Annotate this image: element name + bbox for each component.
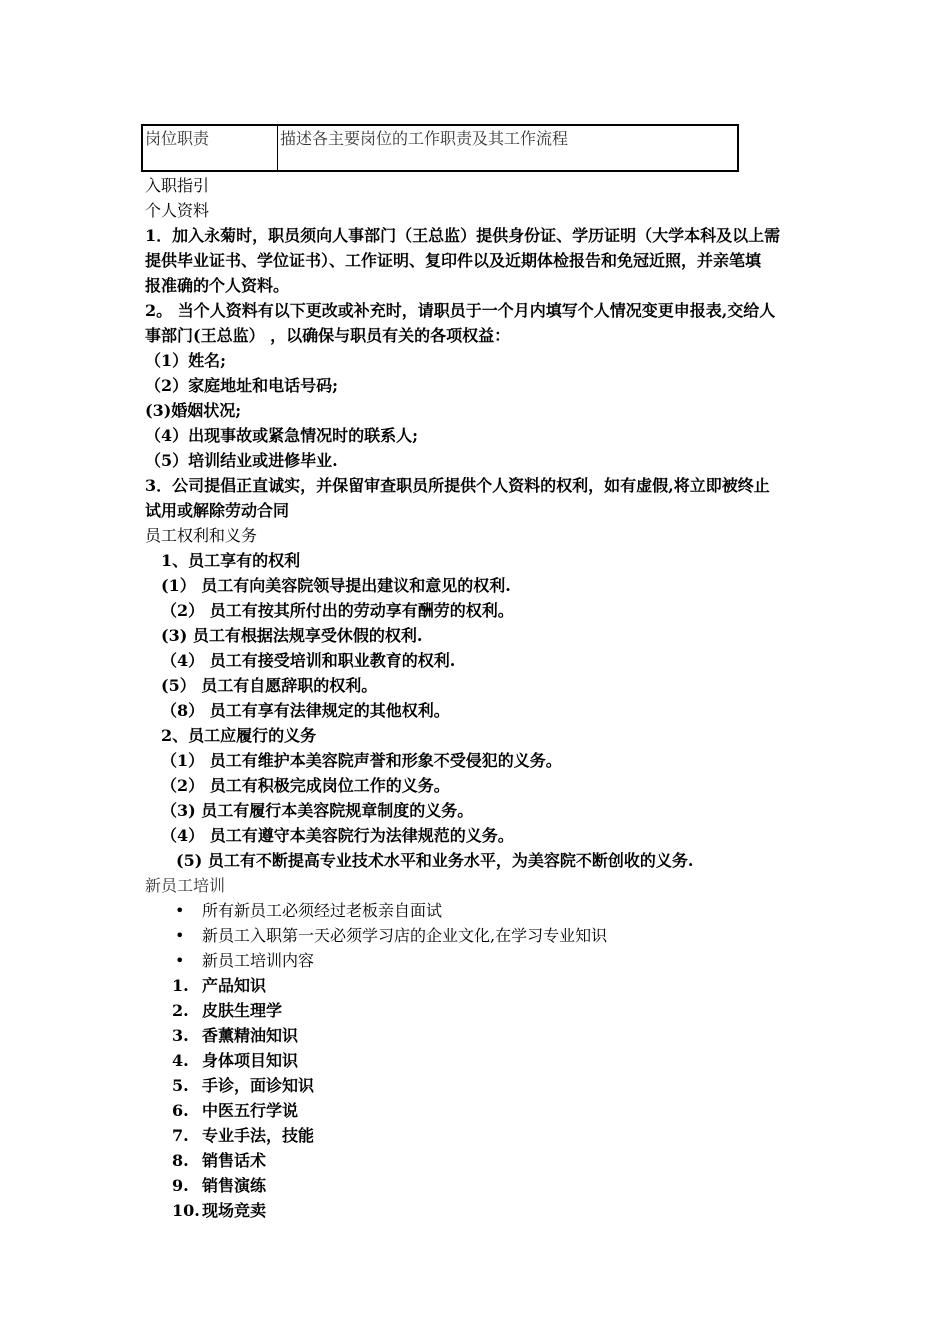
list-item: 销售演练 <box>202 1176 267 1195</box>
table-cell-description: 描述各主要岗位的工作职责及其工作流程 <box>278 125 739 171</box>
paragraph-1-line-1: 1．加入永菊时，职员须向人事部门（王总监）提供身份证、学历证明（大学本科及以上需 <box>145 226 781 245</box>
list-number: 10. <box>172 1201 200 1220</box>
paragraph-1-line-3: 报准确的个人资料。 <box>145 276 290 295</box>
list-item: （4）出现事故或紧急情况时的联系人; <box>145 426 419 445</box>
bullet-icon: • <box>175 951 185 970</box>
table-cell-title: 岗位职责 <box>142 125 278 171</box>
paragraph-3-line-2: 试用或解除劳动合同 <box>145 501 290 520</box>
list-number: 7. <box>172 1126 189 1145</box>
rights-subheading: 1、员工享有的权利 <box>161 551 301 570</box>
list-item: （5）培训结业或进修毕业. <box>145 451 338 470</box>
paragraph-3-line-1: 3．公司提倡正直诚实，并保留审查职员所提供个人资料的权利，如有虚假,将立即被终止 <box>145 476 770 495</box>
paragraph-1-line-2: 提供毕业证书、学位证书）、工作证明、复印件以及近期体检报告和免冠近照，并亲笔填 <box>145 251 762 270</box>
list-item: 身体项目知识 <box>202 1051 299 1070</box>
list-item: 产品知识 <box>202 976 267 995</box>
list-item: （1）姓名; <box>145 351 227 370</box>
list-item: （4） 员工有接受培训和职业教育的权利. <box>161 651 456 670</box>
list-item: 所有新员工必须经过老板亲自面试 <box>202 901 443 920</box>
list-number: 2. <box>172 1001 189 1020</box>
training-heading: 新员工培训 <box>145 876 226 895</box>
list-item: （4） 员工有遵守本美容院行为法律规范的义务。 <box>161 826 514 845</box>
list-item: （2） 员工有积极完成岗位工作的义务。 <box>161 776 450 795</box>
list-item: 皮肤生理学 <box>202 1001 283 1020</box>
list-item: 现场竞卖 <box>202 1201 267 1220</box>
list-item: （3) 员工有履行本美容院规章制度的义务。 <box>161 801 474 820</box>
list-item: (1） 员工有向美容院领导提出建议和意见的权利. <box>161 576 511 595</box>
list-number: 6. <box>172 1101 189 1120</box>
list-item: （1） 员工有维护本美容院声誉和形象不受侵犯的义务。 <box>161 751 562 770</box>
list-number: 8. <box>172 1151 189 1170</box>
list-item: 新员工入职第一天必须学习店的企业文化,在学习专业知识 <box>202 926 608 945</box>
list-item: (5） 员工有自愿辞职的权利。 <box>161 676 378 695</box>
onboarding-heading: 入职指引 <box>145 176 210 195</box>
bullet-icon: • <box>175 901 185 920</box>
list-item: 手诊，面诊知识 <box>202 1076 315 1095</box>
list-item: (5) 员工有不断提高专业技术水平和业务水平，为美容院不断创收的义务. <box>176 851 694 870</box>
list-item: 香薰精油知识 <box>202 1026 299 1045</box>
list-item: (3) 员工有根据法规享受休假的权利. <box>161 626 423 645</box>
list-item: 中医五行学说 <box>202 1101 299 1120</box>
paragraph-2-line-2: 事部门(王总监） ，以确保与职员有关的各项权益： <box>145 326 511 345</box>
rights-duties-heading: 员工权利和义务 <box>145 526 258 545</box>
list-number: 3. <box>172 1026 189 1045</box>
list-item: 专业手法，技能 <box>202 1126 315 1145</box>
paragraph-2-line-1: 2。 当个人资料有以下更改或补充时，请职员于一个月内填写个人情况变更申报表,交给人 <box>145 301 776 320</box>
list-item: 销售话术 <box>202 1151 267 1170</box>
list-item: （2）家庭地址和电话号码; <box>145 376 339 395</box>
bullet-icon: • <box>175 926 185 945</box>
list-number: 9. <box>172 1176 189 1195</box>
list-item: 新员工培训内容 <box>202 951 315 970</box>
list-item: (3)婚姻状况; <box>145 401 242 420</box>
list-item: （8） 员工有享有法律规定的其他权利。 <box>161 701 450 720</box>
list-number: 1. <box>172 976 189 995</box>
role-duty-table <box>141 124 739 172</box>
list-number: 4. <box>172 1051 189 1070</box>
list-item: （2） 员工有按其所付出的劳动享有酬劳的权利。 <box>161 601 514 620</box>
personal-info-heading: 个人资料 <box>145 201 210 220</box>
duties-subheading: 2、员工应履行的义务 <box>161 726 317 745</box>
table-row <box>142 125 738 171</box>
list-number: 5. <box>172 1076 189 1095</box>
